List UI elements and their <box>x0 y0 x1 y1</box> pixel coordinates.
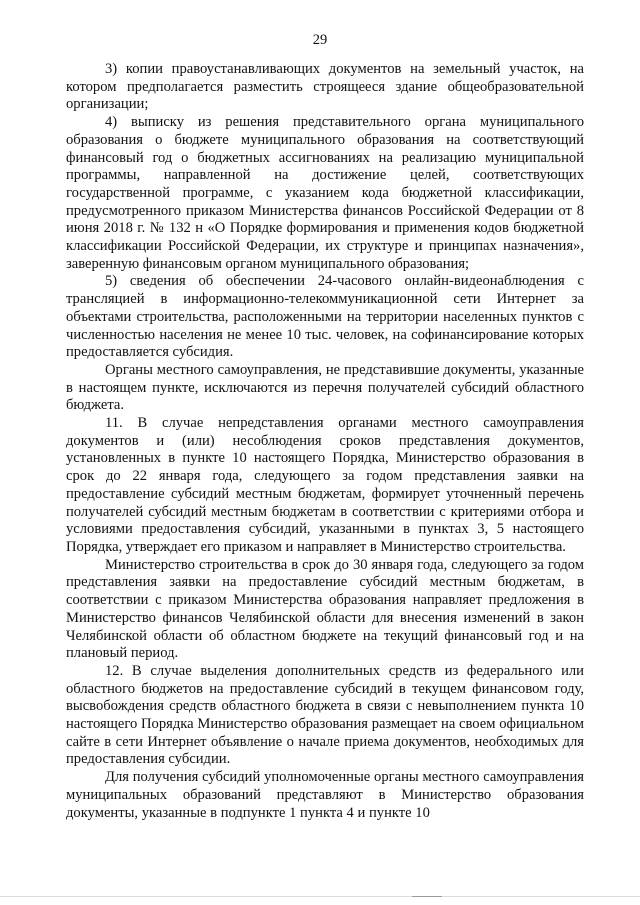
document-body <box>66 61 584 822</box>
paragraph-clause-11: 11. В случае непредставления органами местного самоуправления документов и (или) несоблюдения сроков представления документов, установленных в пункте 10 настоящего Порядка, Министерство образования в срок до 22 января года, следующего за годом представления заявки на предоставление субсидий местным бюджетам, формирует уточненный перечень получателей субсидий местным бюджетам в соответствии с критериями отбора и условиями предоставления субсидий, указанными в пунктах 3, 5 настоящего Порядка, утверждает его приказом и направляет в Министерство строительства. <box>66 415 584 555</box>
bottom-scan-edge <box>0 896 640 897</box>
bottom-scan-mark <box>412 896 442 897</box>
page-number: 29 <box>312 32 328 48</box>
paragraph-item-3: 3) копии правоустанавливающих документов на земельный участок, на котором предполагается разместить строящееся здание общеобразовательной организации; <box>66 61 584 113</box>
paragraph-item-5: 5) сведения об обеспечении 24-часового онлайн-видеонаблюдения с трансляцией в информационно-телекоммуникационной сети Интернет за объектами строительства, расположенными на территории населенных пунктов с численностью населения не менее 10 тыс. человек, на софинансирование которых предоставляется субсидия. <box>66 273 584 361</box>
paragraph-exclusion: Органы местного самоуправления, не представившие документы, указанные в настоящем пункте, исключаются из перечня получателей субсидий областного бюджета. <box>66 361 584 414</box>
paragraph-item-4: 4) выписку из решения представительного органа муниципального образования о бюджете муниципального образования на соответствующий финансовый год о бюджетных ассигнованиях на реализацию муниципальной программы, направленной на достижение целей, соответствующих государственной программе, с указанием кода бюджетной классификации, предусмотренного приказом Министерства финансов Российской Федерации от 8 июня 2018 г. № 132 н «О Порядке формирования и применения кодов бюджетной классификации Российской Федерации, их структуре и принципах назначения», заверенную финансовым органом муниципального образования; <box>66 114 584 272</box>
paragraph-obtaining-subsidies: Для получения субсидий уполномоченные органы местного самоуправления муниципальных образований представляют в Министерство образования документы, указанные в подпункте 1 пункта 4 и пункте 10 <box>66 769 584 821</box>
paragraph-clause-12: 12. В случае выделения дополнительных средств из федерального или областного бюджетов на предоставление субсидий в текущем финансовом году, высвобождения средств областного бюджета в связи с невыполнением пункта 10 настоящего Порядка Министерство образования размещает на своем официальном сайте в сети Интернет объявление о начале приема документов, необходимых для предоставления субсидии. <box>66 662 584 768</box>
paragraph-construction-ministry: Министерство строительства в срок до 30 января года, следующего за годом представления заявки на предоставление субсидий местным бюджетам, в соответствии с приказом Министерства образования направляет предложения в Министерство финансов Челябинской области для внесения изменений в закон Челябинской области об областном бюджете на текущий финансовый год и на плановый период. <box>66 556 584 662</box>
